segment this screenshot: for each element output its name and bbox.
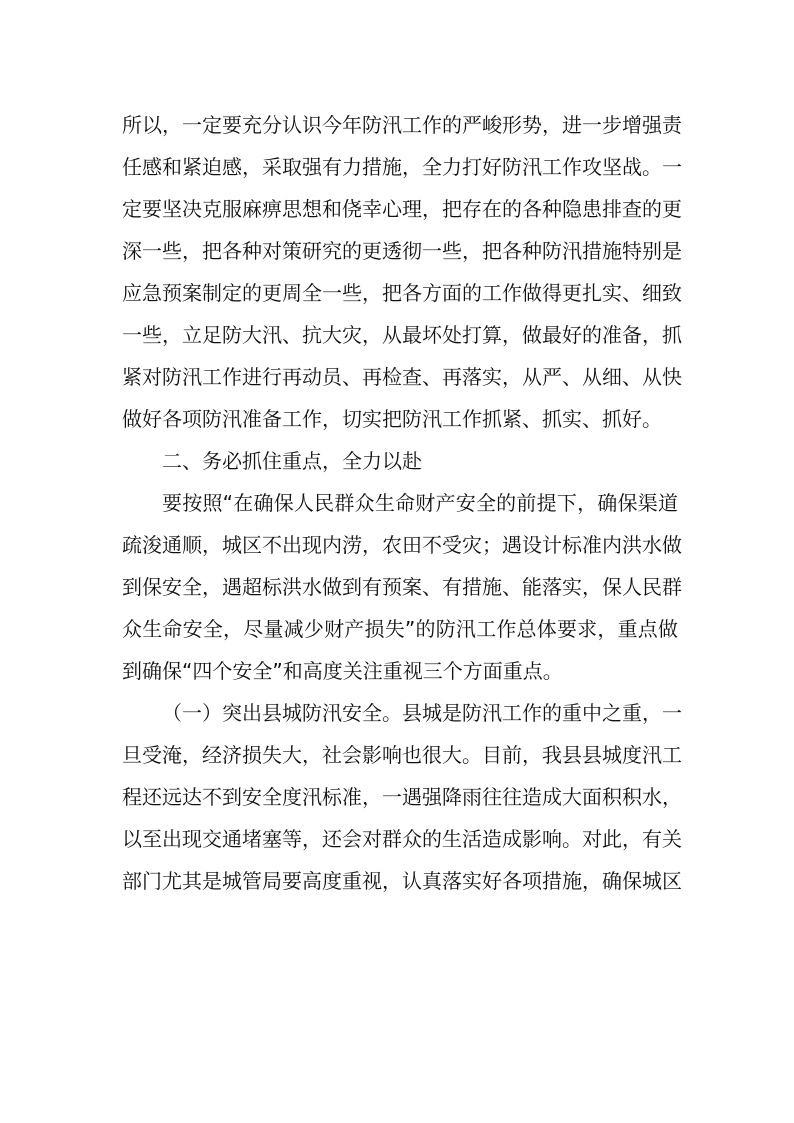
paragraph-line: 到保安全，遇超标洪水做到有预案、有措施、能落实，保人民群 — [122, 575, 682, 599]
paragraph-line: 疏浚通顺，城区不出现内涝，农田不受灾；遇设计标准内洪水做 — [122, 533, 682, 557]
paragraph-line: 做好各项防汛准备工作，切实把防汛工作抓紧、抓实、抓好。 — [122, 407, 662, 431]
paragraph-line: 要按照“在确保人民群众生命财产安全的前提下，确保渠道 — [162, 491, 678, 515]
paragraph-line: 一些，立足防大汛、抗大灾，从最坏处打算，做最好的准备，抓 — [122, 323, 682, 347]
paragraph-line: 紧对防汛工作进行再动员、再检查、再落实，从严、从细、从快 — [122, 365, 682, 389]
section-heading: 二、务必抓住重点，全力以赴 — [162, 449, 422, 473]
paragraph-line: 所以，一定要充分认识今年防汛工作的严峻形势，进一步增强责 — [122, 113, 682, 137]
paragraph-line: 部门尤其是城管局要高度重视，认真落实好各项措施，确保城区 — [122, 869, 682, 893]
paragraph-line: 以至出现交通堵塞等，还会对群众的生活造成影响。对此，有关 — [122, 827, 682, 851]
paragraph-line: 到确保“四个安全”和高度关注重视三个方面重点。 — [122, 659, 563, 683]
paragraph-line: 任感和紧迫感，采取强有力措施，全力打好防汛工作攻坚战。一 — [122, 155, 682, 179]
paragraph-line: （一）突出县城防汛安全。县城是防汛工作的重中之重，一 — [162, 701, 682, 725]
paragraph-line: 旦受淹，经济损失大，社会影响也很大。目前，我县县城度汛工 — [122, 743, 682, 767]
paragraph-line: 应急预案制定的更周全一些，把各方面的工作做得更扎实、细致 — [122, 281, 682, 305]
paragraph-line: 定要坚决克服麻痹思想和侥幸心理，把存在的各种隐患排查的更 — [122, 197, 682, 221]
paragraph-line: 深一些，把各种对策研究的更透彻一些，把各种防汛措施特别是 — [122, 239, 682, 263]
paragraph-line: 众生命安全，尽量减少财产损失”的防汛工作总体要求，重点做 — [122, 617, 678, 641]
paragraph-line: 程还远达不到安全度汛标准，一遇强降雨往往造成大面积积水， — [122, 785, 682, 809]
